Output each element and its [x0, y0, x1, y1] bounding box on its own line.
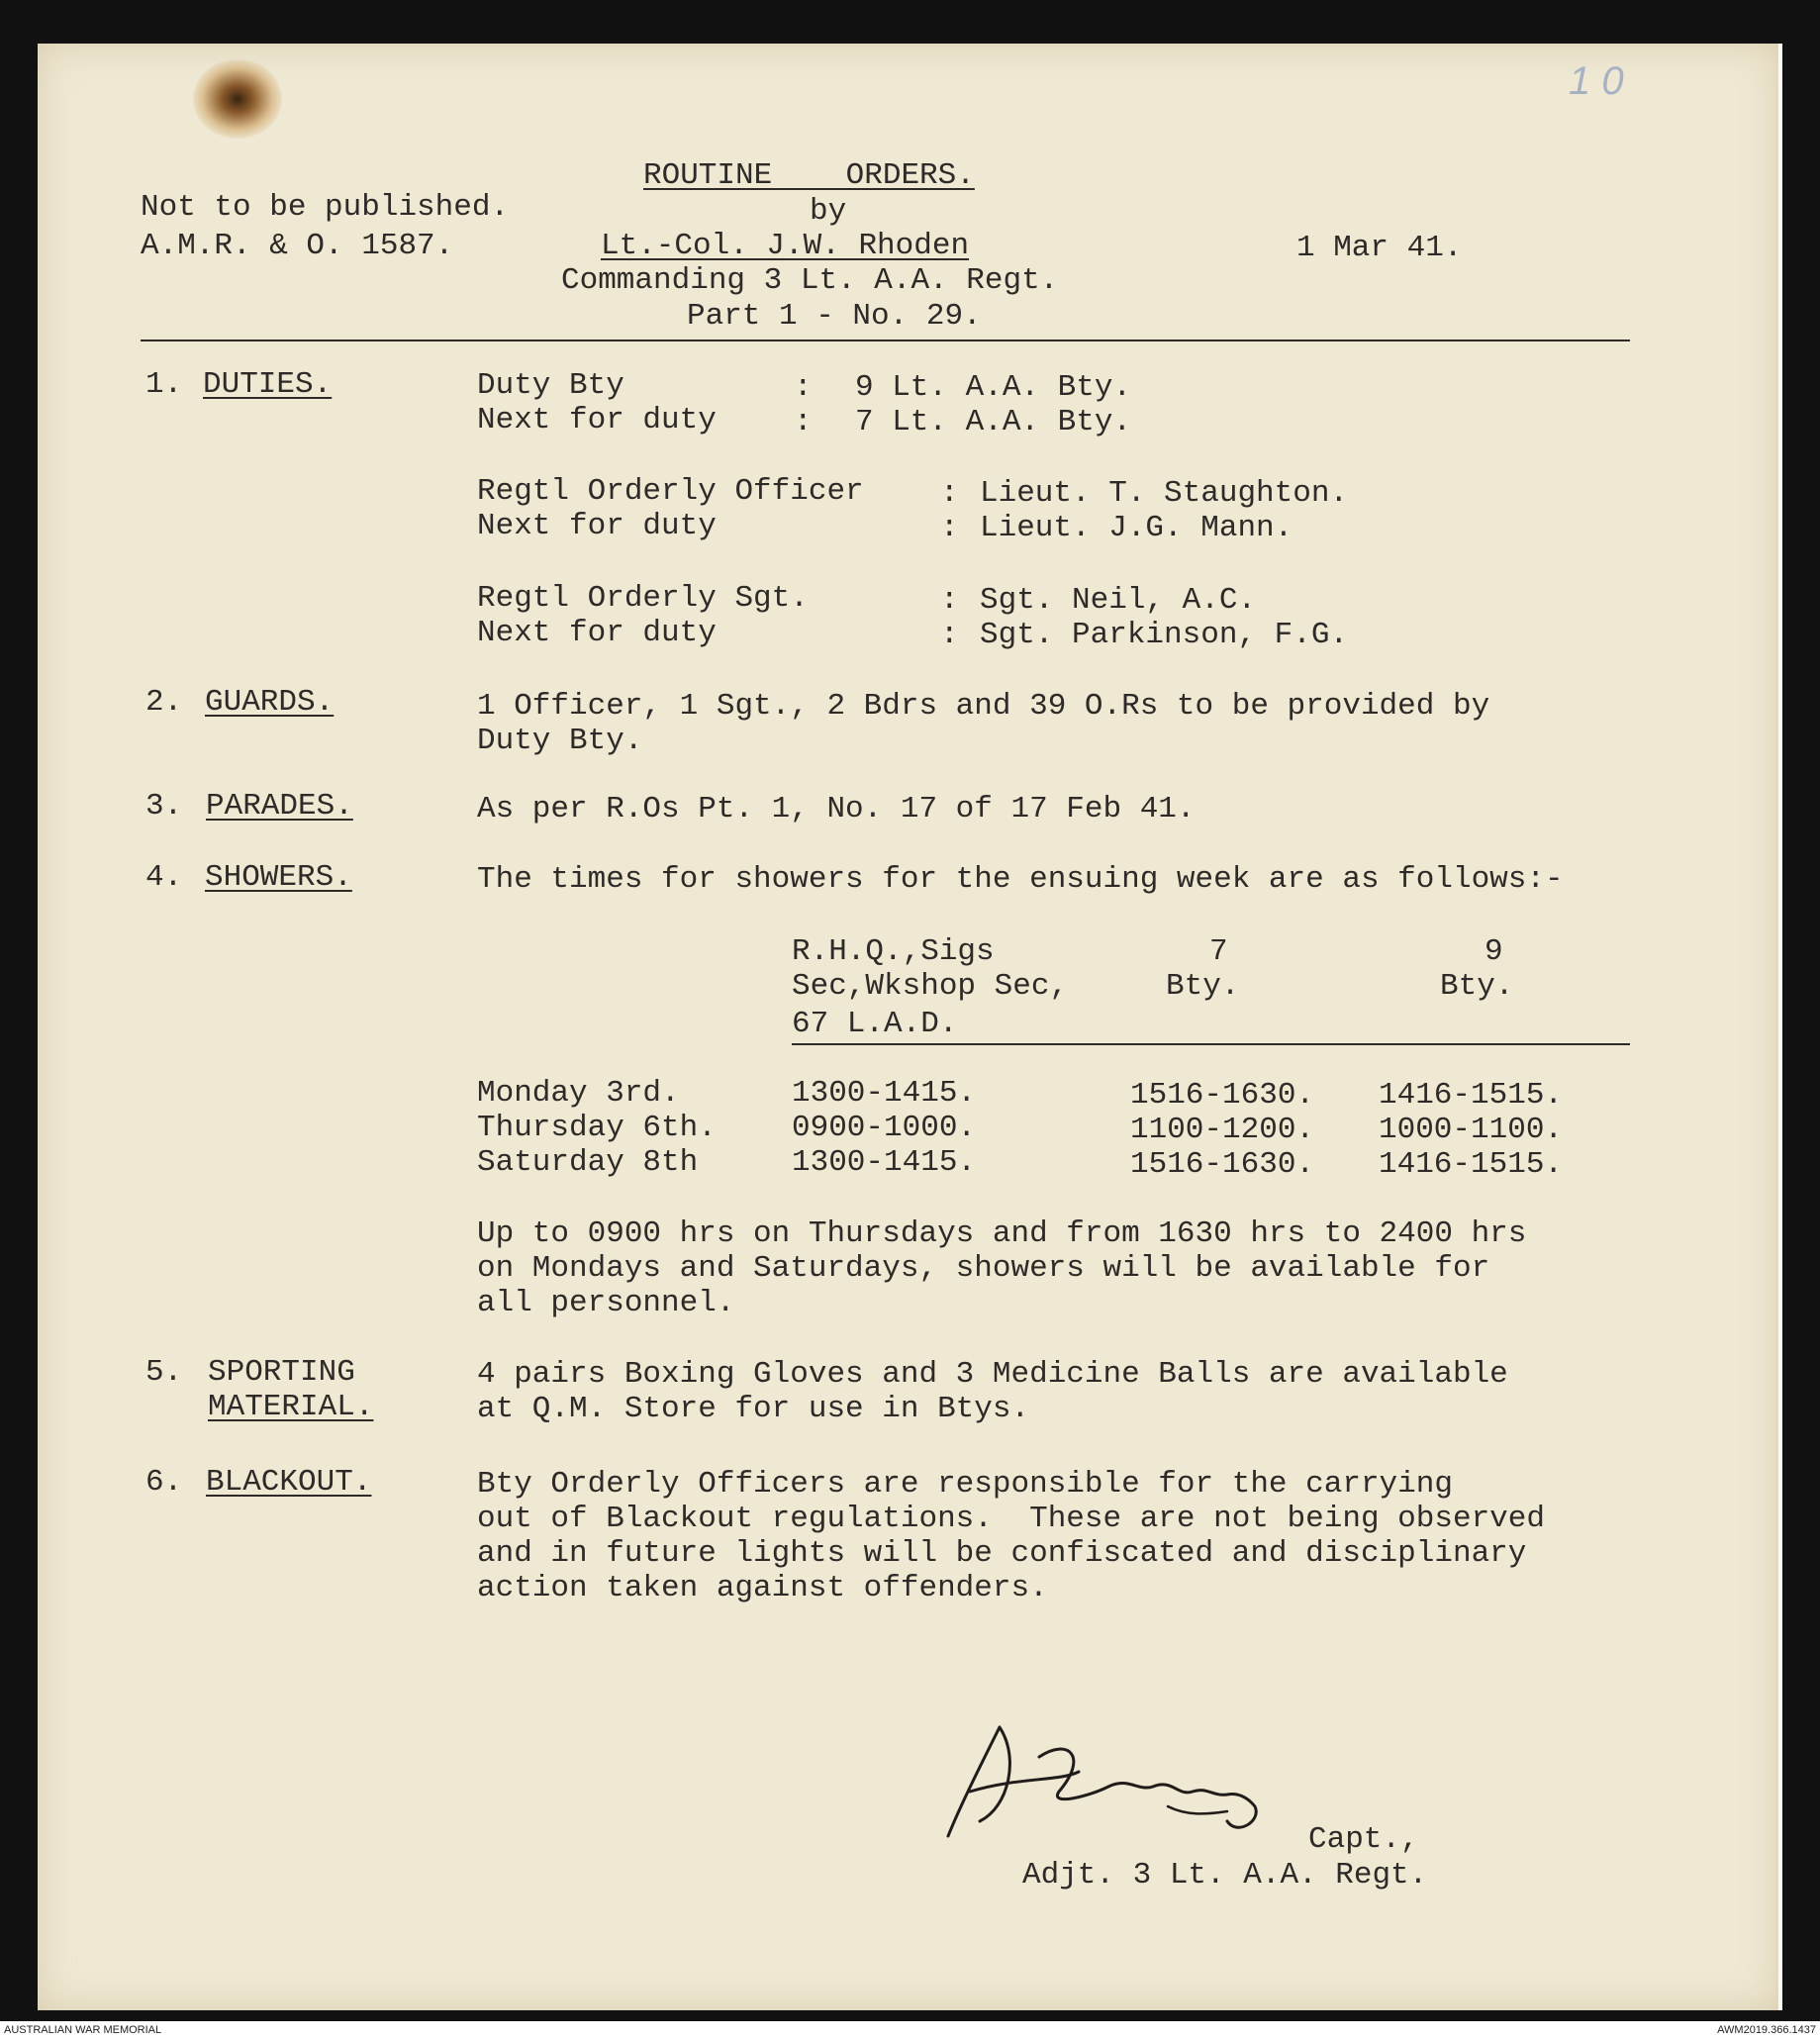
part-number: Part 1 - No. 29. [687, 299, 982, 334]
archive-name: AUSTRALIAN WAR MEMORIAL [4, 2024, 162, 2036]
document-date: 1 Mar 41. [1296, 231, 1463, 265]
duty-colon: : [940, 511, 959, 545]
header-rule [141, 340, 1630, 341]
shower-day: Saturday 8th [477, 1145, 699, 1180]
duty-label: Next for duty [477, 509, 717, 543]
duty-colon: : [794, 405, 813, 439]
shower-time: 1416-1515. [1379, 1147, 1564, 1182]
shower-time: 1000-1100. [1379, 1113, 1564, 1147]
duty-value: Sgt. Parkinson, F.G. [980, 618, 1349, 652]
table-rule [792, 1043, 1630, 1045]
signatory-position: Adjt. 3 Lt. A.A. Regt. [1022, 1858, 1428, 1893]
author-name: Lt.-Col. J.W. Rhoden [601, 229, 970, 263]
parades-heading: PARADES. [206, 789, 353, 824]
showers-heading: SHOWERS. [205, 860, 352, 895]
column-header: Bty. [1166, 969, 1240, 1004]
item-number: 3. [145, 789, 183, 824]
column-header: R.H.Q.,Sigs [792, 934, 995, 969]
blackout-heading: BLACKOUT. [206, 1465, 372, 1500]
blackout-text: out of Blackout regulations. These are not being observed [477, 1502, 1545, 1536]
parades-text: As per R.Os Pt. 1, No. 17 of 17 Feb 41. [477, 792, 1196, 826]
sporting-text: at Q.M. Store for use in Btys. [477, 1392, 1030, 1426]
archive-footer [0, 2021, 1820, 2040]
shower-time: 1516-1630. [1130, 1078, 1315, 1113]
showers-note: on Mondays and Saturdays, showers will be available for [477, 1251, 1490, 1286]
column-header: 67 L.A.D. [792, 1007, 958, 1041]
sporting-text: 4 pairs Boxing Gloves and 3 Medicine Balls are available [477, 1357, 1508, 1392]
mount-edge [1778, 44, 1782, 2010]
document-title: ROUTINE ORDERS. [643, 158, 975, 193]
shower-time: 1416-1515. [1379, 1078, 1564, 1113]
shower-time: 1300-1415. [792, 1145, 977, 1180]
duty-label: Next for duty [477, 403, 717, 437]
by-line: by [810, 194, 847, 229]
sporting-heading-line1: SPORTING [208, 1355, 355, 1390]
not-published-note: Not to be published. [141, 190, 510, 225]
shower-time: 1300-1415. [792, 1076, 977, 1111]
item-number: 6. [145, 1465, 183, 1500]
item-number: 2. [145, 685, 183, 720]
showers-note: all personnel. [477, 1286, 735, 1320]
duty-value: Sgt. Neil, A.C. [980, 583, 1257, 618]
duties-heading: DUTIES. [203, 367, 333, 402]
pencil-mark: 1 0 [1569, 59, 1624, 103]
item-number: 5. [145, 1355, 183, 1390]
shower-day: Monday 3rd. [477, 1076, 680, 1111]
showers-intro: The times for showers for the ensuing week are as follows:- [477, 862, 1564, 897]
item-number: 1. [145, 367, 183, 402]
duty-colon: : [940, 476, 959, 511]
signatory-rank: Capt., [1308, 1822, 1419, 1857]
duty-label: Next for duty [477, 616, 717, 650]
shower-time: 1100-1200. [1130, 1113, 1315, 1147]
sporting-heading-line2: MATERIAL. [208, 1390, 374, 1424]
amr-reference: A.M.R. & O. 1587. [141, 229, 454, 263]
shower-time: 1516-1630. [1130, 1147, 1315, 1182]
guards-text: Duty Bty. [477, 724, 643, 758]
duty-label: Regtl Orderly Officer [477, 474, 864, 509]
column-header: Sec,Wkshop Sec, [792, 969, 1069, 1004]
shower-day: Thursday 6th. [477, 1111, 717, 1145]
duty-value: Lieut. T. Staughton. [980, 476, 1349, 511]
showers-note: Up to 0900 hrs on Thursdays and from 1630 hrs to 2400 hrs [477, 1216, 1527, 1251]
duty-value: Lieut. J.G. Mann. [980, 511, 1293, 545]
duty-value: 7 Lt. A.A. Bty. [855, 405, 1132, 439]
duty-label: Regtl Orderly Sgt. [477, 581, 809, 616]
archive-reference: AWM2019.366.1437 [1717, 2024, 1816, 2036]
column-header: 7 [1209, 934, 1228, 969]
column-header: 9 [1485, 934, 1503, 969]
blackout-text: Bty Orderly Officers are responsible for the carrying [477, 1467, 1453, 1502]
duty-colon: : [794, 370, 813, 405]
guards-heading: GUARDS. [205, 685, 335, 720]
item-number: 4. [145, 860, 183, 895]
shower-time: 0900-1000. [792, 1111, 977, 1145]
handwritten-signature [940, 1698, 1316, 1856]
duty-value: 9 Lt. A.A. Bty. [855, 370, 1132, 405]
burn-mark [193, 59, 282, 139]
duty-colon: : [940, 618, 959, 652]
command-line: Commanding 3 Lt. A.A. Regt. [561, 263, 1059, 298]
blackout-text: and in future lights will be confiscated and disciplinary [477, 1536, 1527, 1571]
duty-colon: : [940, 583, 959, 618]
column-header: Bty. [1440, 969, 1514, 1004]
guards-text: 1 Officer, 1 Sgt., 2 Bdrs and 39 O.Rs to be provided by [477, 689, 1490, 724]
duty-label: Duty Bty [477, 368, 624, 403]
blackout-text: action taken against offenders. [477, 1571, 1048, 1605]
